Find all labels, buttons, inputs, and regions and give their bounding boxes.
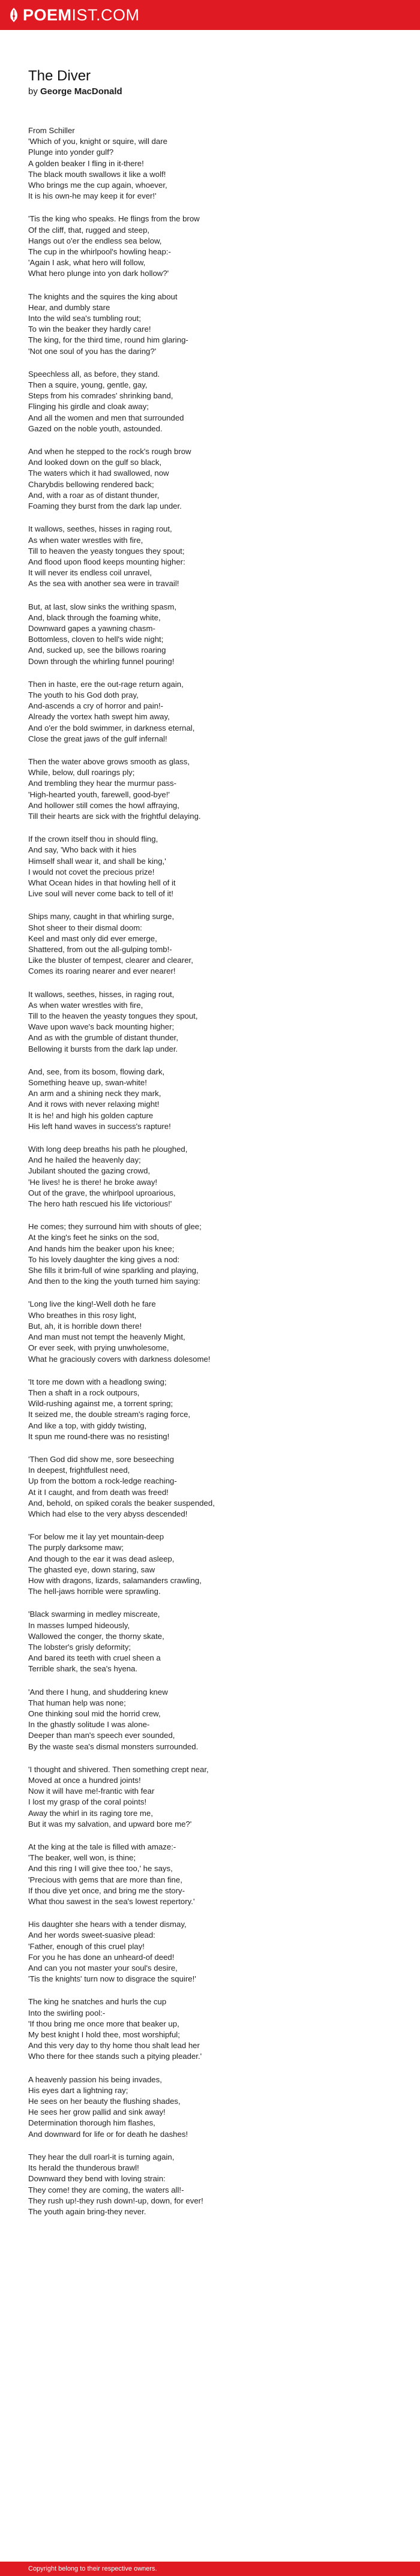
poem-line: 'It tore me down with a headlong swing;: [28, 1377, 167, 1386]
poem-line: Then in haste, ere the out-rage return again,: [28, 679, 184, 689]
poem-line: Bottomless, cloven to hell's wide night;: [28, 635, 164, 644]
poem-line: And, sucked up, see the billows roaring: [28, 645, 166, 655]
poem-line: If the crown itself thou in should fling,: [28, 834, 158, 844]
poem-byline: [28, 86, 400, 98]
poem-line: 'Black swarming in medley miscreate,: [28, 1610, 160, 1619]
poem-line: Ships many, caught in that whirling surge,: [28, 912, 175, 921]
poem-line: Like the bluster of tempest, clearer and clearer,: [28, 956, 193, 965]
poem-line: Till their hearts are sick with the frightful delaying.: [28, 811, 201, 821]
poem-line: And, with a roar as of distant thunder,: [28, 490, 160, 500]
poem-line: Then a squire, young, gentle, gay,: [28, 380, 148, 390]
poem-line: He comes; they surround him with shouts of glee;: [28, 1222, 202, 1232]
poem-line: Shot sheer to their dismal doom:: [28, 923, 142, 932]
poem-line: And when he stepped to the rock's rough brow: [28, 447, 191, 457]
poem-line: Wallowed the conger, the thorny skate,: [28, 1631, 164, 1641]
poem-line: I lost my grasp of the coral points!: [28, 1797, 147, 1807]
poem-line: Downward gapes a yawning chasm-: [28, 623, 155, 633]
stanza: [28, 1687, 400, 1752]
poem-line: And downward for life or for death he dashes!: [28, 2129, 188, 2139]
poem-title: The Diver: [28, 68, 91, 84]
stanza: [28, 1919, 400, 1984]
site-logo-text: [23, 6, 140, 25]
poem-line: I would not covet the precious prize!: [28, 867, 155, 876]
site-footer: [0, 2562, 420, 2576]
stanza: [28, 679, 400, 744]
poem-line: But, at last, slow sinks the writhing spasm,: [28, 602, 176, 611]
poem-line: Who breathes in this rosy light,: [28, 1310, 137, 1320]
poem-line: And then to the king the youth turned him saying:: [28, 1277, 200, 1286]
poem-line: And this ring I will give thee too,' he says,: [28, 1864, 173, 1874]
stanza: [28, 2152, 400, 2217]
poem-line: Into the swirling pool:-: [28, 2008, 106, 2017]
poem-line: 'For below me it lay yet mountain-deep: [28, 1532, 164, 1542]
poem-line: Hear, and dumbly stare: [28, 302, 110, 312]
poem-line: And like a top, with giddy twisting,: [28, 1421, 147, 1430]
poem-line: And say, 'Who back with it hies: [28, 845, 137, 855]
stanza: [28, 756, 400, 822]
poem-line: Already the vortex hath swept him away,: [28, 712, 170, 722]
poem-line: Wild-rushing against me, a torrent spring;: [28, 1399, 173, 1409]
poem-line: Up from the bottom a rock-ledge reaching-: [28, 1476, 177, 1486]
poem-content: [28, 67, 400, 2229]
stanza: [28, 214, 400, 279]
poem-line: They hear the dull roarl-it is turning again,: [28, 2152, 175, 2161]
poem-line: What Ocean hides in that howling hell of it: [28, 878, 176, 887]
poem-line: And it rows with never relaxing might!: [28, 1100, 160, 1109]
poem-line: 'High-hearted youth, farewell, good-bye!': [28, 789, 170, 799]
poem-line: And her words sweet-suasive plead:: [28, 1931, 155, 1940]
stanza: [28, 1454, 400, 1520]
poem-line: And o'er the bold swimmer, in darkness eternal,: [28, 723, 195, 732]
poem-line: His daughter she hears with a tender dismay,: [28, 1920, 187, 1929]
poem-line: Shattered, from out the all-gulping tomb!-: [28, 945, 172, 954]
poem-line: But it was my salvation, and upward bore me?': [28, 1819, 192, 1829]
poem-line: They come! they are coming, the waters all!-: [28, 2185, 184, 2194]
poem-line: And this very day to thy home thou shalt lead her: [28, 2041, 200, 2050]
stanza: [28, 1299, 400, 1364]
stanza: [28, 292, 400, 357]
stanza: [28, 524, 400, 589]
poem-line: 'If thou bring me once more that beaker up,: [28, 2019, 179, 2028]
poem-line: Wave upon wave's back mounting higher;: [28, 1022, 175, 1032]
poem-line: The king, for the third time, round him glaring-: [28, 335, 188, 345]
site-logo[interactable]: [8, 6, 140, 25]
poem-line: And bared its teeth with cruel sheen a: [28, 1653, 161, 1663]
poem-line: Till to heaven the yeasty tongues they spout;: [28, 546, 185, 556]
poem-line: 'Again I ask, what hero will follow,: [28, 258, 146, 268]
poem-line: Jubilant shouted the gazing crowd,: [28, 1166, 151, 1176]
poem-line: Downward they bend with loving strain:: [28, 2174, 166, 2184]
poem-line: Plunge into yonder gulf?: [28, 148, 114, 157]
poem-line: What thou sawest in the sea's lowest repertory.': [28, 1897, 195, 1907]
poem-line: The waters which it had swallowed, now: [28, 469, 169, 478]
poem-line: How with dragons, lizards, salamanders crawling,: [28, 1575, 202, 1585]
stanza: [28, 602, 400, 667]
quill-pen-icon: [8, 7, 19, 23]
poem-line: And hands him the beaker upon his knee;: [28, 1244, 175, 1253]
poem-line: To win the beaker they hardly care!: [28, 325, 151, 334]
poem-line: My best knight I hold thee, most worshipful;: [28, 2030, 180, 2040]
poem-line: And hollower still comes the howl affraying,: [28, 800, 179, 810]
poem-line: It is his own-he may keep it for ever!': [28, 191, 157, 201]
poem-line: And man must not tempt the heavenly Might,: [28, 1332, 185, 1342]
poem-line: At it I caught, and from death was freed!: [28, 1487, 169, 1497]
stanza: [28, 2074, 400, 2140]
poem-line: And-ascends a cry of horror and pain!-: [28, 701, 164, 711]
poem-line: Himself shall wear it, and shall be king,': [28, 856, 166, 866]
poem-line: Comes its roaring nearer and ever nearer!: [28, 966, 176, 976]
poem-line: Into the wild sea's tumbling rout;: [28, 314, 141, 323]
poem-line: 'Tis the knights' turn now to disgrace the squire!': [28, 1974, 196, 1984]
poem-line: Bellowing it bursts from the dark lap under.: [28, 1044, 178, 1053]
poem-line: 'Precious with gems that are more than fine,: [28, 1875, 182, 1884]
poem-line: And though to the ear it was dead asleep,: [28, 1554, 175, 1563]
stanza: [28, 1764, 400, 1830]
site-header: [0, 0, 420, 30]
poem-line: A golden beaker I fling in it-there!: [28, 158, 144, 168]
stanza: [28, 1377, 400, 1442]
poem-line: Gazed on the noble youth, astounded.: [28, 424, 163, 433]
brand-bold: POEM: [23, 5, 72, 24]
poem-line: Live soul will never come back to tell of it!: [28, 889, 173, 899]
stanza: [28, 1144, 400, 1209]
poem-line: Its herald the thunderous brawl!: [28, 2163, 139, 2173]
poem-line: Who brings me the cup again, whoever,: [28, 181, 167, 190]
poem-line: Of the cliff, that, rugged and steep,: [28, 225, 150, 235]
poem-line: For you he has done an unheard-of deed!: [28, 1952, 175, 1962]
copyright-notice: Copyright belong to their respective owners.: [28, 2565, 157, 2572]
poem-line: Now it will have me!-frantic with fear: [28, 1787, 155, 1796]
poem-line: The cup in the whirlpool's howling heap:-: [28, 247, 171, 257]
poem-line: It will never its endless coil unravel,: [28, 568, 152, 578]
poem-line: It spun me round-there was no resisting!: [28, 1431, 170, 1441]
poem-line: Out of the grave, the whirlpool uproarious,: [28, 1188, 176, 1197]
poem-line: 'Then God did show me, sore beseeching: [28, 1454, 174, 1464]
poem-line: Till to the heaven the yeasty tongues they spout,: [28, 1011, 198, 1021]
author-link[interactable]: George MacDonald: [40, 86, 122, 97]
poem-line: To his lovely daughter the king gives a nod:: [28, 1254, 180, 1264]
poem-line: As when water wrestles with fire,: [28, 535, 143, 545]
poem-line: 'The beaker, well won, is thine;: [28, 1853, 136, 1863]
poem-line: What he graciously covers with darkness dolesome!: [28, 1354, 211, 1364]
poem-line: As the sea with another sea were in travail!: [28, 579, 179, 589]
poem-line: As when water wrestles with fire,: [28, 1000, 143, 1010]
poem-line: 'Long live the king!-Well doth he fare: [28, 1299, 156, 1309]
poem-line: Close the great jaws of the gulf infernal!: [28, 734, 167, 743]
poem-line: Foaming they burst from the dark lap under.: [28, 502, 182, 511]
poem-line: And looked down on the gulf so black,: [28, 458, 162, 467]
poem-line: The hell-jaws horrible were sprawling.: [28, 1587, 161, 1596]
poem-line: Determination thorough him flashes,: [28, 2118, 155, 2128]
poem-line: In masses lumped hideously,: [28, 1620, 130, 1630]
poem-line: And, see, from its bosom, flowing dark,: [28, 1067, 165, 1076]
poem-line: At the king's feet he sinks on the sod,: [28, 1233, 160, 1242]
poem-line: Keel and mast only did ever emerge,: [28, 933, 157, 943]
poem-line: But, ah, it is horrible down there!: [28, 1321, 142, 1331]
poem-line: That human help was none;: [28, 1698, 126, 1707]
poem-line: 'He lives! he is there! he broke away!: [28, 1177, 158, 1187]
stanza: [28, 1842, 400, 1907]
poem-line: He sees her grow pallid and sink away!: [28, 2107, 166, 2117]
poem-line: And, behold, on spiked corals the beaker suspended,: [28, 1498, 215, 1508]
poem-line: Steps from his comrades' shrinking band,: [28, 391, 173, 401]
poem-line: And trembling they hear the murmur pass-: [28, 779, 177, 788]
stanza: [28, 125, 400, 202]
stanza: [28, 446, 400, 512]
poem-line: His left hand waves in success's rapture!: [28, 1121, 171, 1131]
poem-line: The ghasted eye, down staring, saw: [28, 1565, 155, 1574]
stanza: [28, 989, 400, 1055]
poem-line: The lobster's grisly deformity;: [28, 1642, 131, 1652]
poem-line: A heavenly passion his being invades,: [28, 2074, 162, 2084]
poem-line: Moved at once a hundred joints!: [28, 1776, 141, 1785]
poem-line: And all the women and men that surrounded: [28, 413, 184, 422]
poem-line: If thou dive yet once, and bring me the story-: [28, 1886, 185, 1895]
poem-line: Away the whirl in its raging tore me,: [28, 1808, 153, 1818]
poem-line: And as with the grumble of distant thunder,: [28, 1033, 178, 1043]
poem-line: It wallows, seethes, hisses in raging rout,: [28, 524, 172, 534]
poem-line: Charybdis bellowing rendered back;: [28, 479, 154, 489]
poem-line: 'Father, enough of this cruel play!: [28, 1941, 145, 1951]
poem-line: Hangs out o'er the endless sea below,: [28, 236, 162, 245]
poem-line: From Schiller: [28, 126, 75, 135]
poem-line: He sees on her beauty the flushing shades,: [28, 2097, 181, 2106]
poem-line: She fills it brim-full of wine sparkling and playing,: [28, 1266, 199, 1275]
poem-line: An arm and a shining neck they mark,: [28, 1089, 161, 1098]
byline-prefix: by: [28, 86, 38, 97]
poem-line: By the waste sea's dismal monsters surrounded.: [28, 1742, 199, 1751]
stanza: [28, 834, 400, 899]
poem-line: The knights and the squires the king about: [28, 292, 178, 301]
poem-line: 'Not one soul of you has the daring?': [28, 346, 157, 356]
poem-line: Deeper than man's speech ever sounded,: [28, 1731, 175, 1740]
poem-line: They rush up!-they rush down!-up, down, for ever!: [28, 2196, 203, 2205]
stanza: [28, 1532, 400, 1597]
poem-line: The youth to his God doth pray,: [28, 690, 139, 699]
poem-line: And flood upon flood keeps mounting higher:: [28, 557, 185, 566]
poem-line: Something heave up, swan-white!: [28, 1078, 147, 1088]
poem-line: Or ever seek, with prying unwholesome,: [28, 1343, 169, 1353]
poem-line: Terrible shark, the sea's hyena.: [28, 1664, 138, 1674]
poem-line: It seized me, the double stream's raging force,: [28, 1410, 191, 1419]
poem-line: It wallows, seethes, hisses, in raging rout,: [28, 989, 175, 999]
poem-line: 'Tis the king who speaks. He flings from the brow: [28, 214, 200, 224]
poem-line: 'I thought and shivered. Then something crept near,: [28, 1764, 209, 1774]
poem-line: Who there for thee stands such a pitying pleader.': [28, 2052, 202, 2061]
stanza: [28, 1221, 400, 1287]
poem-line: 'And there I hung, and shuddering knew: [28, 1687, 168, 1697]
poem-line: The purply darksome maw;: [28, 1543, 124, 1553]
poem-line: The youth again bring-they never.: [28, 2206, 146, 2216]
poem-line: At the king at the tale is filled with amaze:-: [28, 1842, 176, 1852]
poem-line: What hero plunge into yon dark hollow?': [28, 269, 169, 278]
poem-line: Then a shaft in a rock outpours,: [28, 1388, 140, 1397]
poem-line: Speechless all, as before, they stand.: [28, 369, 160, 379]
poem-line: It is he! and high his golden capture: [28, 1110, 154, 1120]
poem-line: And he hailed the heavenly day;: [28, 1155, 141, 1165]
poem-line: In the ghastly solitude I was alone-: [28, 1720, 150, 1730]
poem-line: Down through the whirling funnel pouring!: [28, 656, 175, 666]
poem-line: While, below, dull roarings ply;: [28, 768, 135, 777]
poem-line: Which had else to the very abyss descended!: [28, 1509, 188, 1518]
poem-line: Then the water above grows smooth as glass,: [28, 756, 190, 766]
poem-line: The hero hath rescued his life victorious!': [28, 1199, 172, 1209]
poem-line: And can you not master your soul's desire,: [28, 1963, 178, 1973]
poem-line: The king he snatches and hurls the cup: [28, 1997, 167, 2007]
stanza: [28, 1609, 400, 1674]
poem-line: With long deep breaths his path he ploughed,: [28, 1145, 188, 1154]
brand-light: IST.COM: [71, 5, 140, 24]
stanza: [28, 1067, 400, 1132]
poem-line: The black mouth swallows it like a wolf!: [28, 169, 166, 179]
poem-line: 'Which of you, knight or squire, will dare: [28, 137, 167, 146]
stanza: [28, 1996, 400, 2062]
poem-line: One thinking soul mid the horrid crew,: [28, 1709, 161, 1718]
poem-line: His eyes dart a lightning ray;: [28, 2085, 128, 2095]
poem-body: [28, 125, 400, 2217]
poem-line: Flinging his girdle and cloak away;: [28, 402, 149, 412]
poem-line: And, black through the foaming white,: [28, 613, 161, 622]
stanza: [28, 369, 400, 434]
poem-line: In deepest, frightfullest need,: [28, 1466, 130, 1475]
stanza: [28, 911, 400, 977]
